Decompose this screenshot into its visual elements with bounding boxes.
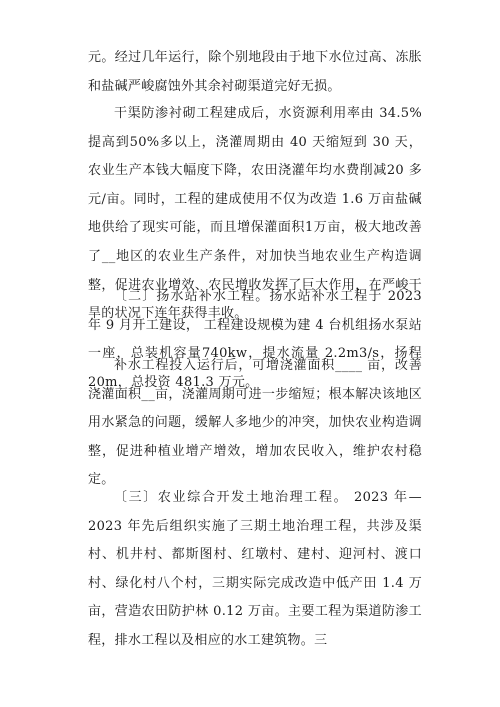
- paragraph-3: 〔二〕扬水站补水工程。扬水站补水工程于 2023 年 9 月开工建设， 工程建设规模为建 4 台机组扬水泵站一座，总装机容量740kw，提水流量 2.2m3/s，扬程 20m，总投资 481.3 万元。: [88, 289, 422, 390]
- paragraph-1: 元。经过几年运行，除个别地段由于地下水位过高、冻胀和盐碱严峻腐蚀外其余衬砌渠道完好无损。: [88, 50, 422, 94]
- paragraph-5: 〔三〕农业综合开发土地治理工程。 2023 年—2023 年先后组织实施了三期土地治理工程，共涉及渠村、机井村、都斯图村、红墩村、建村、迎河村、渡口村、绿化村八个村，三期实际完成改造中低产田 1.4 万亩，营造农田防护林 0.12 万亩。主要工程为渠道防渗工程，排水工程以及相应的水工建筑物。三: [88, 490, 422, 648]
- paragraph-2: 干渠防渗衬砌工程建成后，水资源利用率由 34.5%提高到50%多以上，浇灌周期由 40 天缩短到 30 天，农业生产本钱大幅度下降，农田浇灌年均水费削减20 多元/亩。同时，工程的建成使用不仅为改造 1.6 万亩盐碱地供给了现实可能，而且增保灌面积1万亩，极大地改善了__地区的农业生产条件，对加快当地农业生产构造调整，促进农业增效、农民增收发挥了巨大作用，在严峻干旱的状况下连年获得丰收。: [88, 106, 422, 322]
- paragraph-4: 补水工程投入运行后，可增浇灌面积____ 亩，改善浇灌面积__亩，浇灌周期可进一步缩短；根本解决该地区用水紧急的问题，缓解人多地少的冲突，加快农业构造调整，促进种植业增产增效，增加农民收入，维护农村稳定。: [88, 358, 422, 488]
